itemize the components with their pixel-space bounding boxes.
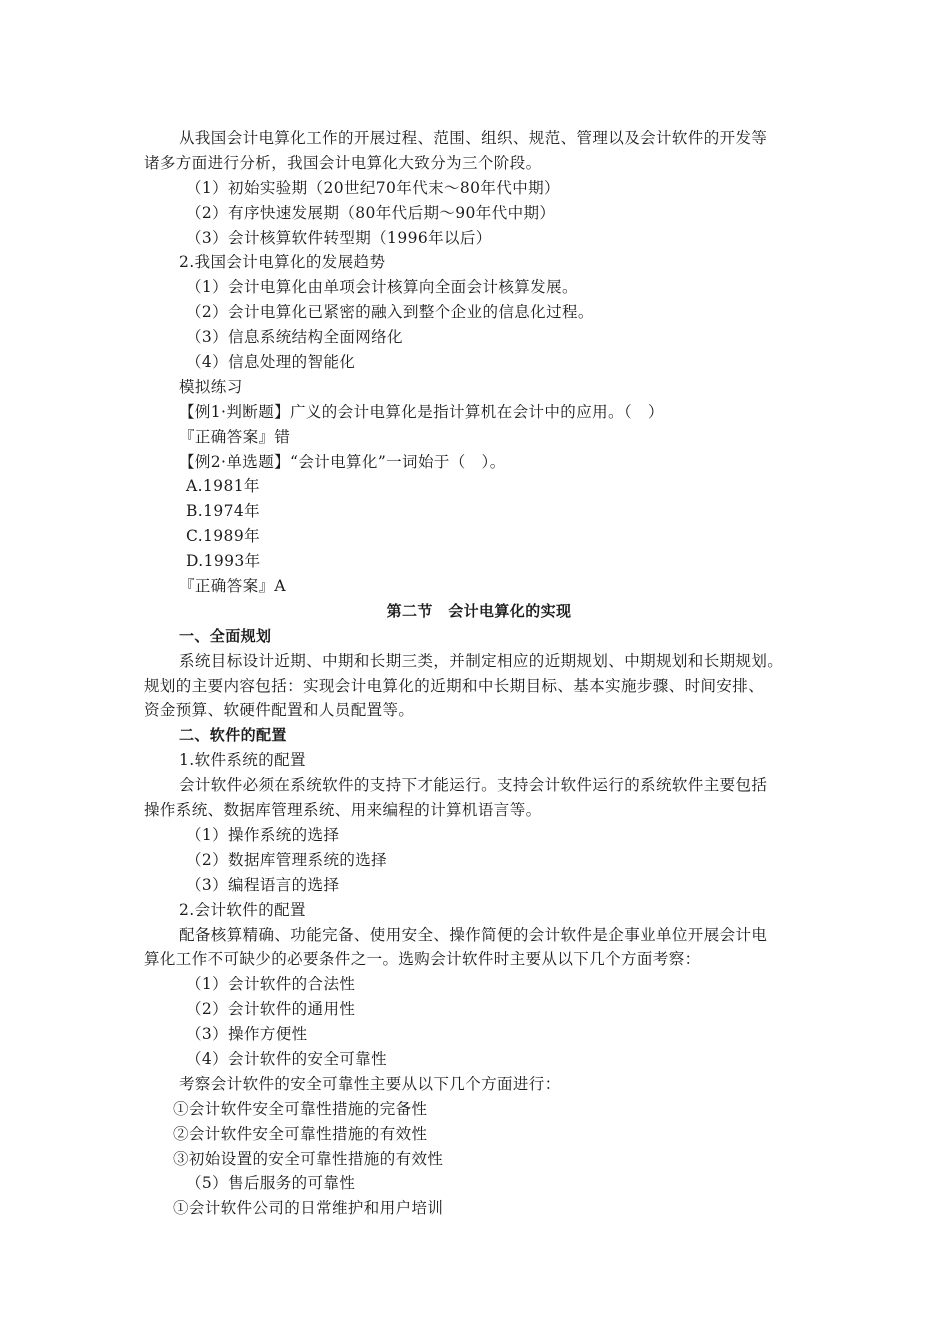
answer-2: 『正确答案』A — [179, 577, 286, 596]
list-item: （1）会计电算化由单项会计核算向全面会计核算发展。 — [186, 278, 578, 297]
list-item: （2）会计电算化已紧密的融入到整个企业的信息化过程。 — [186, 303, 594, 322]
list-item: ②会计软件安全可靠性措施的有效性 — [173, 1124, 428, 1143]
option-c: C.1989年 — [186, 527, 260, 546]
list-item: （4）会计软件的安全可靠性 — [186, 1049, 388, 1068]
list-item: ③初始设置的安全可靠性措施的有效性 — [173, 1149, 444, 1168]
list-item: （3）操作方便性 — [186, 1025, 308, 1044]
list-item: （1）初始实验期（20世纪70年代末～80年代中期） — [186, 178, 560, 197]
question-1: 【例1·判断题】广义的会计电算化是指计算机在会计中的应用。（ ） — [179, 402, 664, 421]
list-item: （2）会计软件的通用性 — [186, 1000, 356, 1019]
section-heading: 一、全面规划 — [179, 626, 272, 645]
question-2: 【例2·单选题】“会计电算化”一词始于（ ）。 — [179, 452, 506, 471]
list-item: （1）会计软件的合法性 — [186, 975, 356, 994]
list-item: （1）操作系统的选择 — [186, 825, 340, 844]
list-item: （2）有序快速发展期（80年代后期～90年代中期） — [186, 203, 556, 222]
paragraph-line: 算化工作不可缺少的必要条件之一。选购会计软件时主要从以下几个方面考察： — [144, 950, 701, 969]
document-page — [144, 126, 814, 1221]
subsection-heading: 2.会计软件的配置 — [179, 900, 306, 919]
paragraph-line: 系统目标设计近期、中期和长期三类，并制定相应的近期规划、中期规划和长期规划。 — [179, 651, 784, 670]
option-d: D.1993年 — [186, 552, 261, 571]
option-a: A.1981年 — [186, 477, 260, 496]
paragraph-line: 诸多方面进行分析，我国会计电算化大致分为三个阶段。 — [144, 153, 542, 172]
option-b: B.1974年 — [186, 502, 261, 521]
subsection-heading: 2.我国会计电算化的发展趋势 — [179, 253, 386, 272]
subsection-heading: 1.软件系统的配置 — [179, 751, 306, 770]
paragraph-line: 资金预算、软硬件配置和人员配置等。 — [144, 701, 415, 720]
list-item: （2）数据库管理系统的选择 — [186, 850, 388, 869]
list-item: ①会计软件安全可靠性措施的完备性 — [173, 1099, 428, 1118]
practice-heading: 模拟练习 — [179, 377, 243, 396]
section-title: 第二节 会计电算化的实现 — [386, 601, 572, 620]
paragraph-line: 配备核算精确、功能完备、使用安全、操作简便的会计软件是企事业单位开展会计电 — [179, 925, 768, 944]
list-item: （4）信息处理的智能化 — [186, 353, 356, 372]
section-heading: 二、软件的配置 — [179, 726, 287, 745]
paragraph-line: 考察会计软件的安全可靠性主要从以下几个方面进行： — [179, 1074, 561, 1093]
list-item: （3）编程语言的选择 — [186, 875, 340, 894]
paragraph-line: 规划的主要内容包括：实现会计电算化的近期和中长期目标、基本实施步骤、时间安排、 — [144, 676, 765, 695]
paragraph-line: 会计软件必须在系统软件的支持下才能运行。支持会计软件运行的系统软件主要包括 — [179, 776, 768, 795]
paragraph-line: 操作系统、数据库管理系统、用来编程的计算机语言等。 — [144, 801, 542, 820]
list-item: （3）会计核算软件转型期（1996年以后） — [186, 228, 492, 247]
answer-1: 『正确答案』错 — [179, 427, 291, 446]
list-item: （5）售后服务的可靠性 — [186, 1174, 356, 1193]
list-item: （3）信息系统结构全面网络化 — [186, 328, 403, 347]
paragraph-line: 从我国会计电算化工作的开展过程、范围、组织、规范、管理以及会计软件的开发等 — [179, 129, 768, 147]
list-item: ①会计软件公司的日常维护和用户培训 — [173, 1199, 444, 1218]
